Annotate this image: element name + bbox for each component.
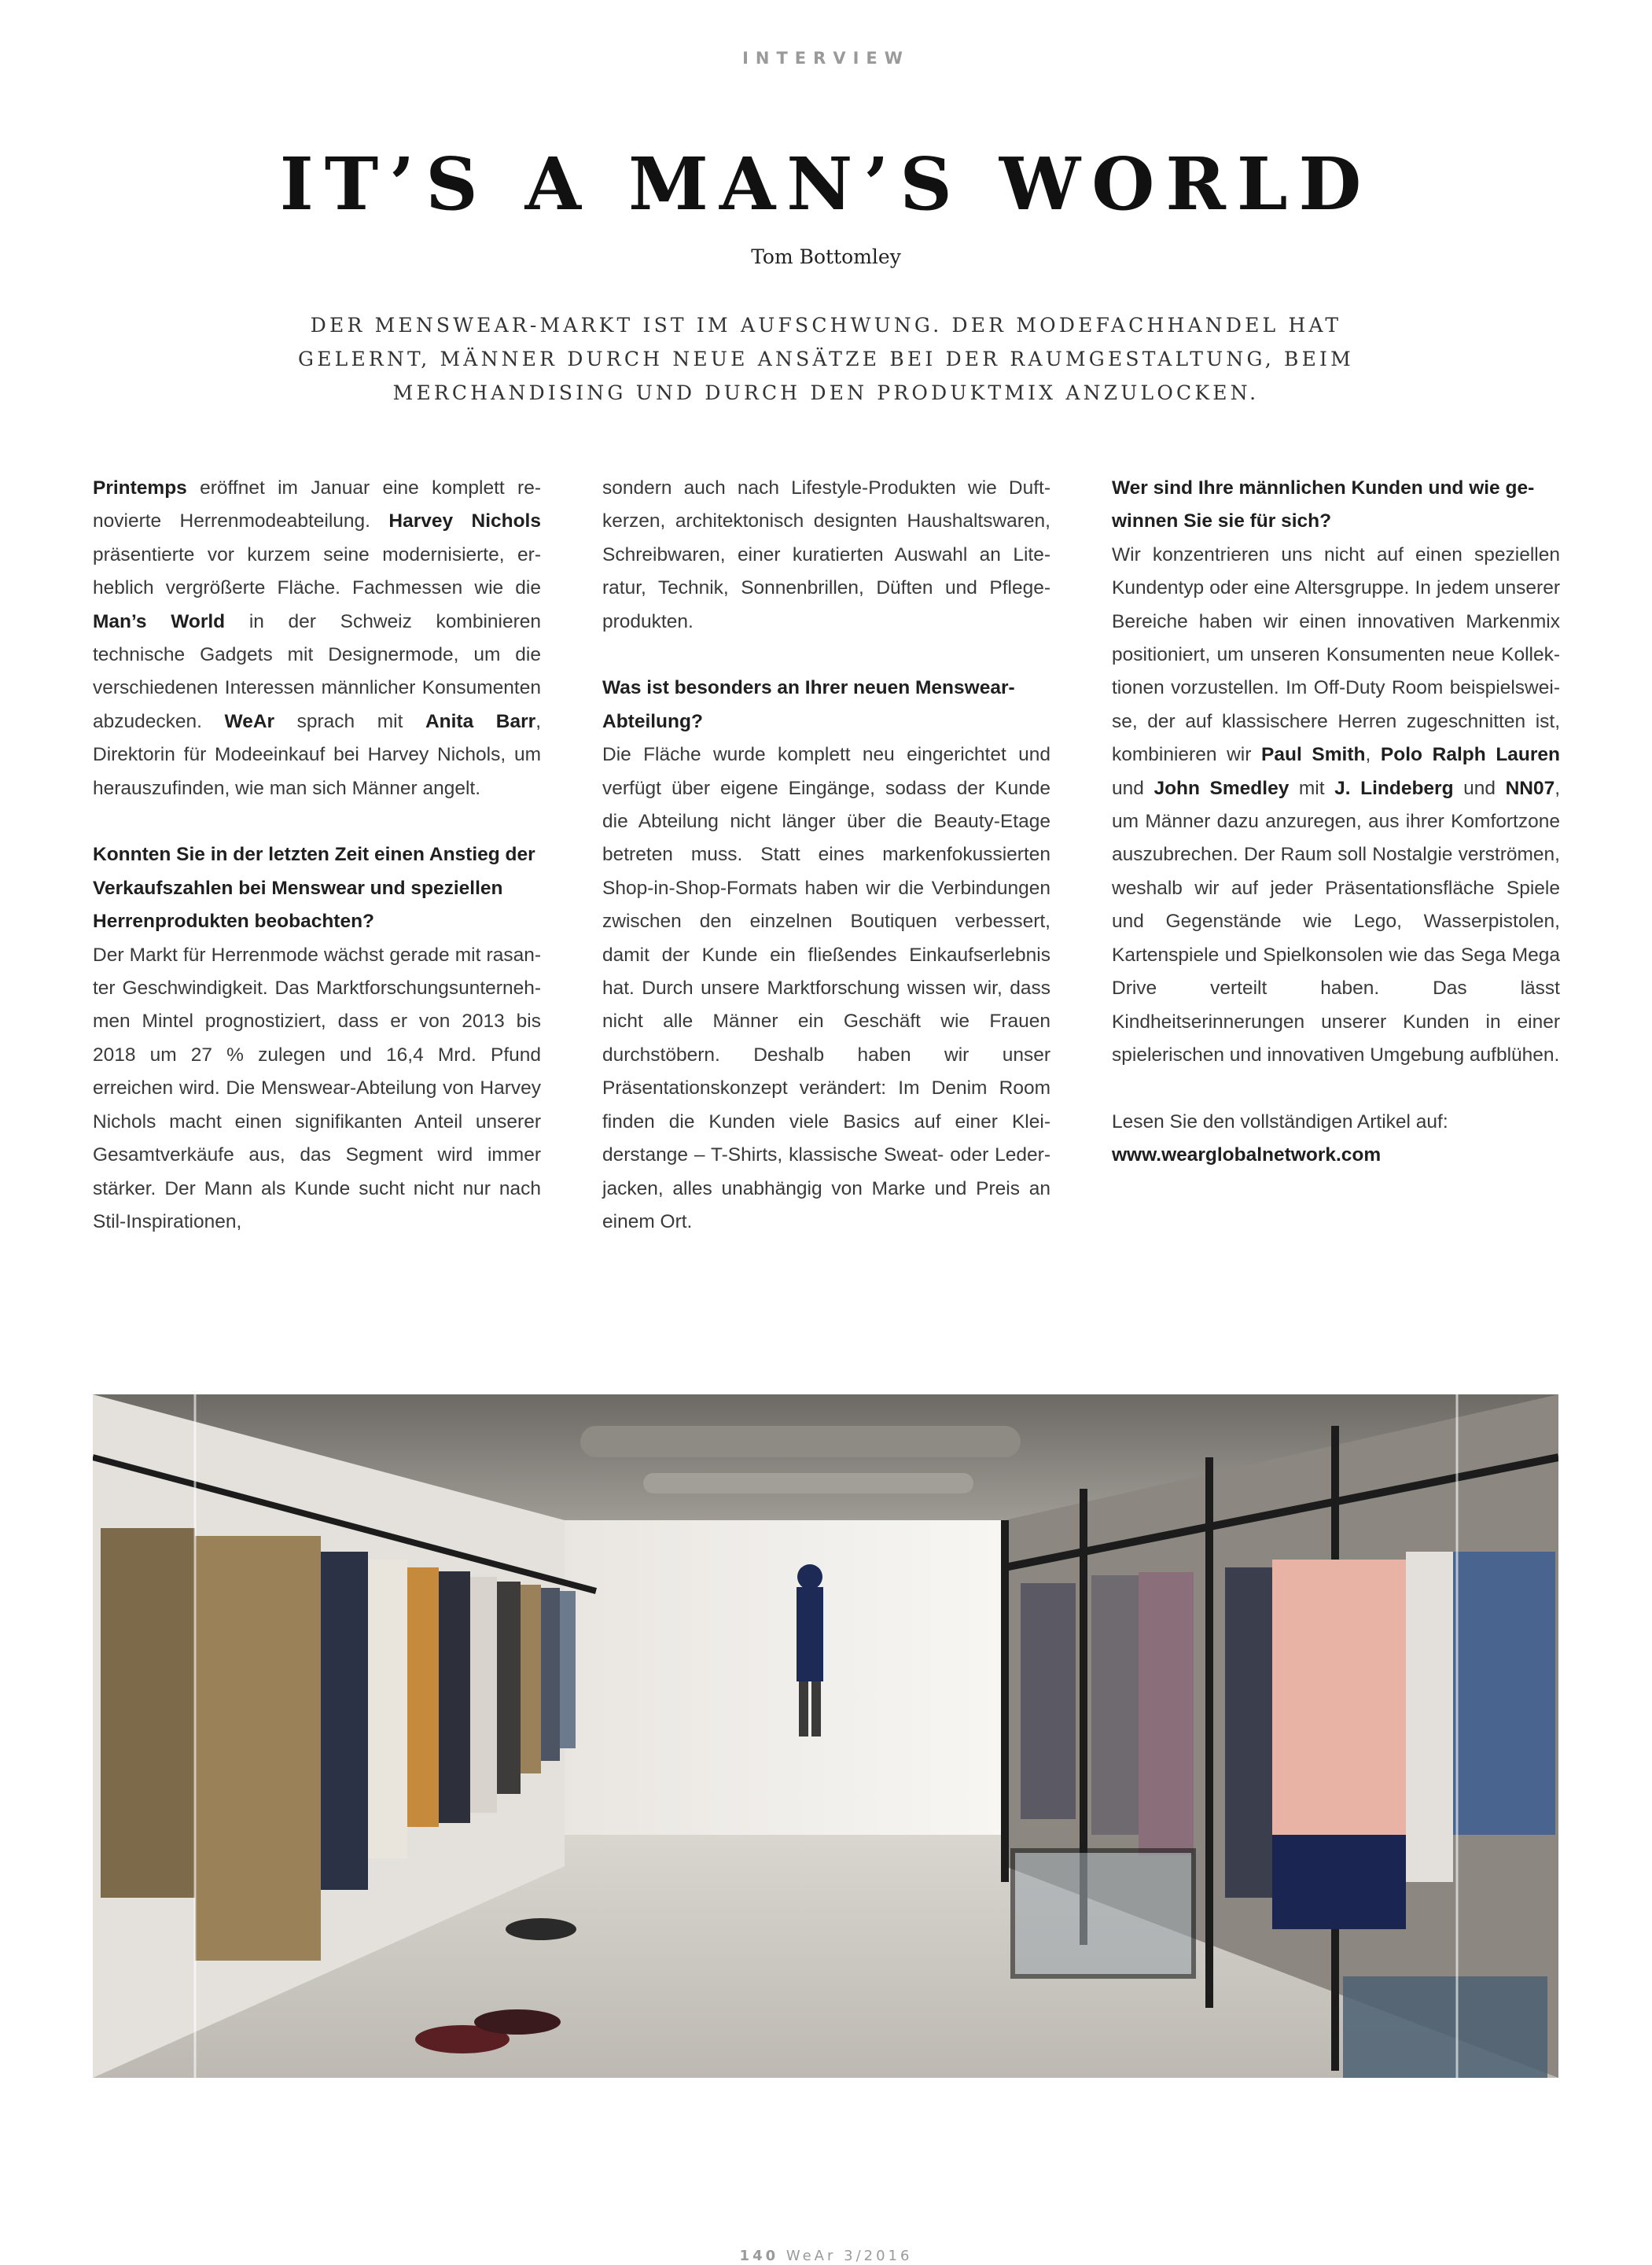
interview-answer-1-continued: sondern auch nach Lifestyle-Produkten wie Duftkerzen, architektonisch designten Haushaltswaren, Schreibwaren, einer kuratierten Auswahl an Literatur, Technik, Sonnenbrillen, Düften und Pflegeprodukten. (602, 477, 1050, 632)
page-footer (0, 2248, 1652, 2264)
store-photo (93, 1394, 1558, 2078)
lead-paragraph: DER MENSWEAR-MARKT IST IM AUFSCHWUNG. DER MODEFACHHANDEL HAT GELERNT, MÄNNER DURCH NEUE ANSÄTZE BEI DER RAUMGESTALTUNG, BEIM MERCHANDISING UND DURCH DEN PRODUKTMIX ANZULOCKEN. (298, 314, 1354, 404)
brand-j-lindeberg: J. Lindeberg (1334, 777, 1454, 799)
magazine-issue: WeAr 3/2016 (786, 2248, 913, 2264)
brand-printemps: Printemps (93, 477, 187, 499)
person-anita-barr: Anita Barr (425, 710, 536, 732)
read-more-link[interactable]: www.wearglobalnetwork.com (1112, 1144, 1382, 1166)
interview-question-2: Was ist besonders an Ihrer neuen Menswear-Abteilung? (602, 677, 1015, 732)
text-column-3 (1112, 472, 1560, 1173)
brand-polo-ralph-lauren: Polo Ralph Lauren (1380, 744, 1561, 766)
brand-john-smedley: John Smedley (1153, 777, 1290, 799)
article-title: IT’S A MAN’S WORLD (279, 142, 1373, 226)
page-number: 140 (739, 2248, 779, 2264)
text-column-1 (93, 472, 541, 1239)
brand-nn07: NN07 (1505, 777, 1555, 799)
interview-question-1: Konnten Sie in der letzten Zeit einen Anstieg der Verkaufszahlen bei Menswear und speziellen Herrenprodukten beobachten? (93, 844, 535, 933)
section-label: INTERVIEW (742, 49, 910, 68)
fair-mans-world: Man’s World (93, 610, 226, 632)
brand-harvey-nichols: Harvey Nichols (388, 510, 541, 532)
interview-answer-3: Wir konzentrieren uns nicht auf einen speziellen Kundentyp oder eine Altersgruppe. In jedem unserer Bereiche haben wir einen innovativen Markenmix positioniert, um unseren Konsumenten neue Kollektionen vorzustellen. Im Off-Duty Room beispielsweise, der auf klassischere Herren zugeschnitten ist, kombinieren wir Paul Smith, Polo Ralph Lauren und John Smedley mit J. Lindeberg und NN07, um Männer dazu anzuregen, aus ihrer Komfortzone auszubrechen. Der Raum soll Nostalgie verströmen, weshalb wir auf jeder Präsentationsfläche Spiele und Gegenstände wie Lego, Wasserpistolen, Kartenspiele und Spielkonsolen wie das Sega Mega Drive verteilt haben. Das lässt Kindheitserinnerungen unserer Kunden in einer spielerischen und innovativen Umgebung aufblühen. (1112, 543, 1561, 1066)
intro-paragraph: Printemps eröffnet im Januar eine komplett renovierte Herrenmodeabteilung. Harvey Nichols präsentierte vor kurzem seine modernisierte, erheblich vergrößerte Fläche. Fachmessen wie die Man’s World in der Schweiz kombinieren technische Gadgets mit Designermode, um die verschiedenen Interessen männlicher Konsumenten abzudecken. WeAr sprach mit Anita Barr, Direktorin für Modeeinkauf bei Harvey Nichols, um herauszufinden, wie man sich Männer angelt. (93, 477, 541, 799)
interview-answer-1: Der Markt für Herrenmode wächst gerade mit rasanter Geschwindigkeit. Das Marktforschungsunternehmen Mintel prognostiziert, dass er von 2013 bis 2018 um 27 % zulegen und 16,4 Mrd. Pfund erreichen wird. Die Menswear-Abteilung von Harvey Nichols macht einen signifikanten Anteil unserer Gesamtverkäufe aus, das Segment wird immer stärker. Der Mann als Kunde sucht nicht nur nach Stil-Inspirationen, (93, 944, 541, 1232)
author-name: Tom Bottomley (751, 245, 901, 268)
read-more-label: Lesen Sie den vollständigen Artikel auf: (1112, 1110, 1448, 1132)
brand-wear: WeAr (224, 710, 275, 732)
brand-paul-smith: Paul Smith (1261, 744, 1366, 766)
interview-answer-2: Die Fläche wurde komplett neu eingerichtet und verfügt über eigene Eingänge, sodass der Kunde die Abteilung nicht länger über die Beauty-Etage betreten muss. Statt eines markenfokussierten Shop-in-Shop-Formats haben wir die Verbindungen zwischen den einzelnen Boutiquen verbessert, damit der Kunde ein fließendes Einkaufserlebnis hat. Durch unsere Marktforschung wissen wir, dass nicht alle Männer ein Geschäft wie Frauen durchstöbern. Deshalb haben wir unser Präsentationskonzept verändert: Im Denim Room finden die Kunden viele Basics auf einer Kleiderstange – T-Shirts, klassische Sweat- oder Lederjacken, alles unabhängig von Marke und Preis an einem Ort. (602, 744, 1050, 1232)
text-column-2 (602, 472, 1050, 1239)
interview-question-3: Wer sind Ihre männlichen Kunden und wie gewinnen Sie sie für sich? (1112, 477, 1535, 532)
